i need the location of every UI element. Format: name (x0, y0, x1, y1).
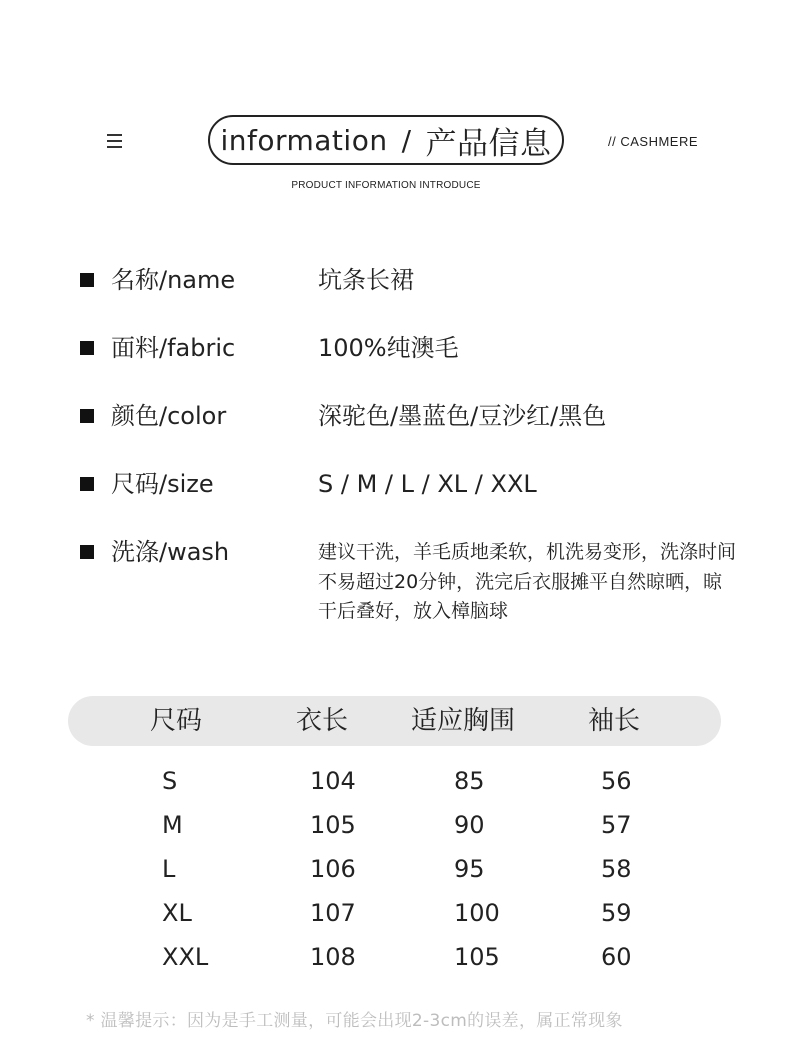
info-value: S / M / L / XL / XXL (318, 470, 537, 498)
table-cell: 56 (601, 767, 632, 795)
table-row (0, 898, 790, 942)
table-cell: L (162, 855, 176, 883)
table-cell: 106 (310, 855, 356, 883)
table-cell: 57 (601, 811, 632, 839)
table-cell: 105 (454, 943, 500, 971)
size-table-header-cell: 适应胸围 (410, 706, 516, 736)
measurement-note: * 温馨提示：因为是手工测量，可能会出现2-3cm的误差，属正常现象 (86, 1011, 623, 1031)
info-label: 面料/fabric (111, 334, 236, 362)
size-table-header-cell: 衣长 (295, 706, 349, 736)
table-cell: 95 (454, 855, 485, 883)
brand-tag: // CASHMERE (608, 134, 699, 149)
table-cell: XL (162, 899, 192, 927)
info-value: 坑条长裙 (318, 266, 414, 294)
square-bullet-icon (80, 409, 94, 423)
info-value: 100%纯澳毛 (318, 334, 459, 362)
table-cell: 90 (454, 811, 485, 839)
table-cell: S (162, 767, 178, 795)
info-label: 名称/name (111, 266, 236, 294)
table-cell: M (162, 811, 183, 839)
info-label: 尺码/size (111, 470, 214, 498)
table-row (0, 854, 790, 898)
table-row (0, 942, 790, 986)
table-row (0, 766, 790, 810)
table-cell: 58 (601, 855, 632, 883)
table-cell: XXL (162, 943, 209, 971)
info-value: 建议干洗，羊毛质地柔软，机洗易变形，洗涤时间不易超过20分钟，洗完后衣服摊平自然晾晒，晾干后叠好，放入樟脑球 (318, 541, 737, 622)
table-row (0, 810, 790, 854)
page-title (208, 115, 564, 165)
size-table-header (68, 696, 721, 746)
title-english: information (220, 123, 388, 157)
table-cell: 107 (310, 899, 356, 927)
info-label: 颜色/color (111, 402, 227, 430)
page-subtitle: PRODUCT INFORMATION INTRODUCE (291, 180, 481, 191)
title-separator: / (401, 123, 412, 157)
table-cell: 108 (310, 943, 356, 971)
hamburger-menu-icon (107, 134, 122, 148)
table-cell: 104 (310, 767, 356, 795)
size-table-header-cell: 尺码 (149, 706, 203, 736)
table-cell: 105 (310, 811, 356, 839)
info-value: 深驼色/墨蓝色/豆沙红/黑色 (318, 402, 607, 430)
table-cell: 100 (454, 899, 500, 927)
square-bullet-icon (80, 273, 94, 287)
square-bullet-icon (80, 545, 94, 559)
table-cell: 85 (454, 767, 485, 795)
title-chinese: 产品信息 (425, 125, 552, 162)
table-cell: 60 (601, 943, 632, 971)
size-table-header-cell: 袖长 (587, 706, 641, 736)
table-cell: 59 (601, 899, 632, 927)
square-bullet-icon (80, 341, 94, 355)
square-bullet-icon (80, 477, 94, 491)
info-label: 洗涤/wash (111, 538, 230, 566)
